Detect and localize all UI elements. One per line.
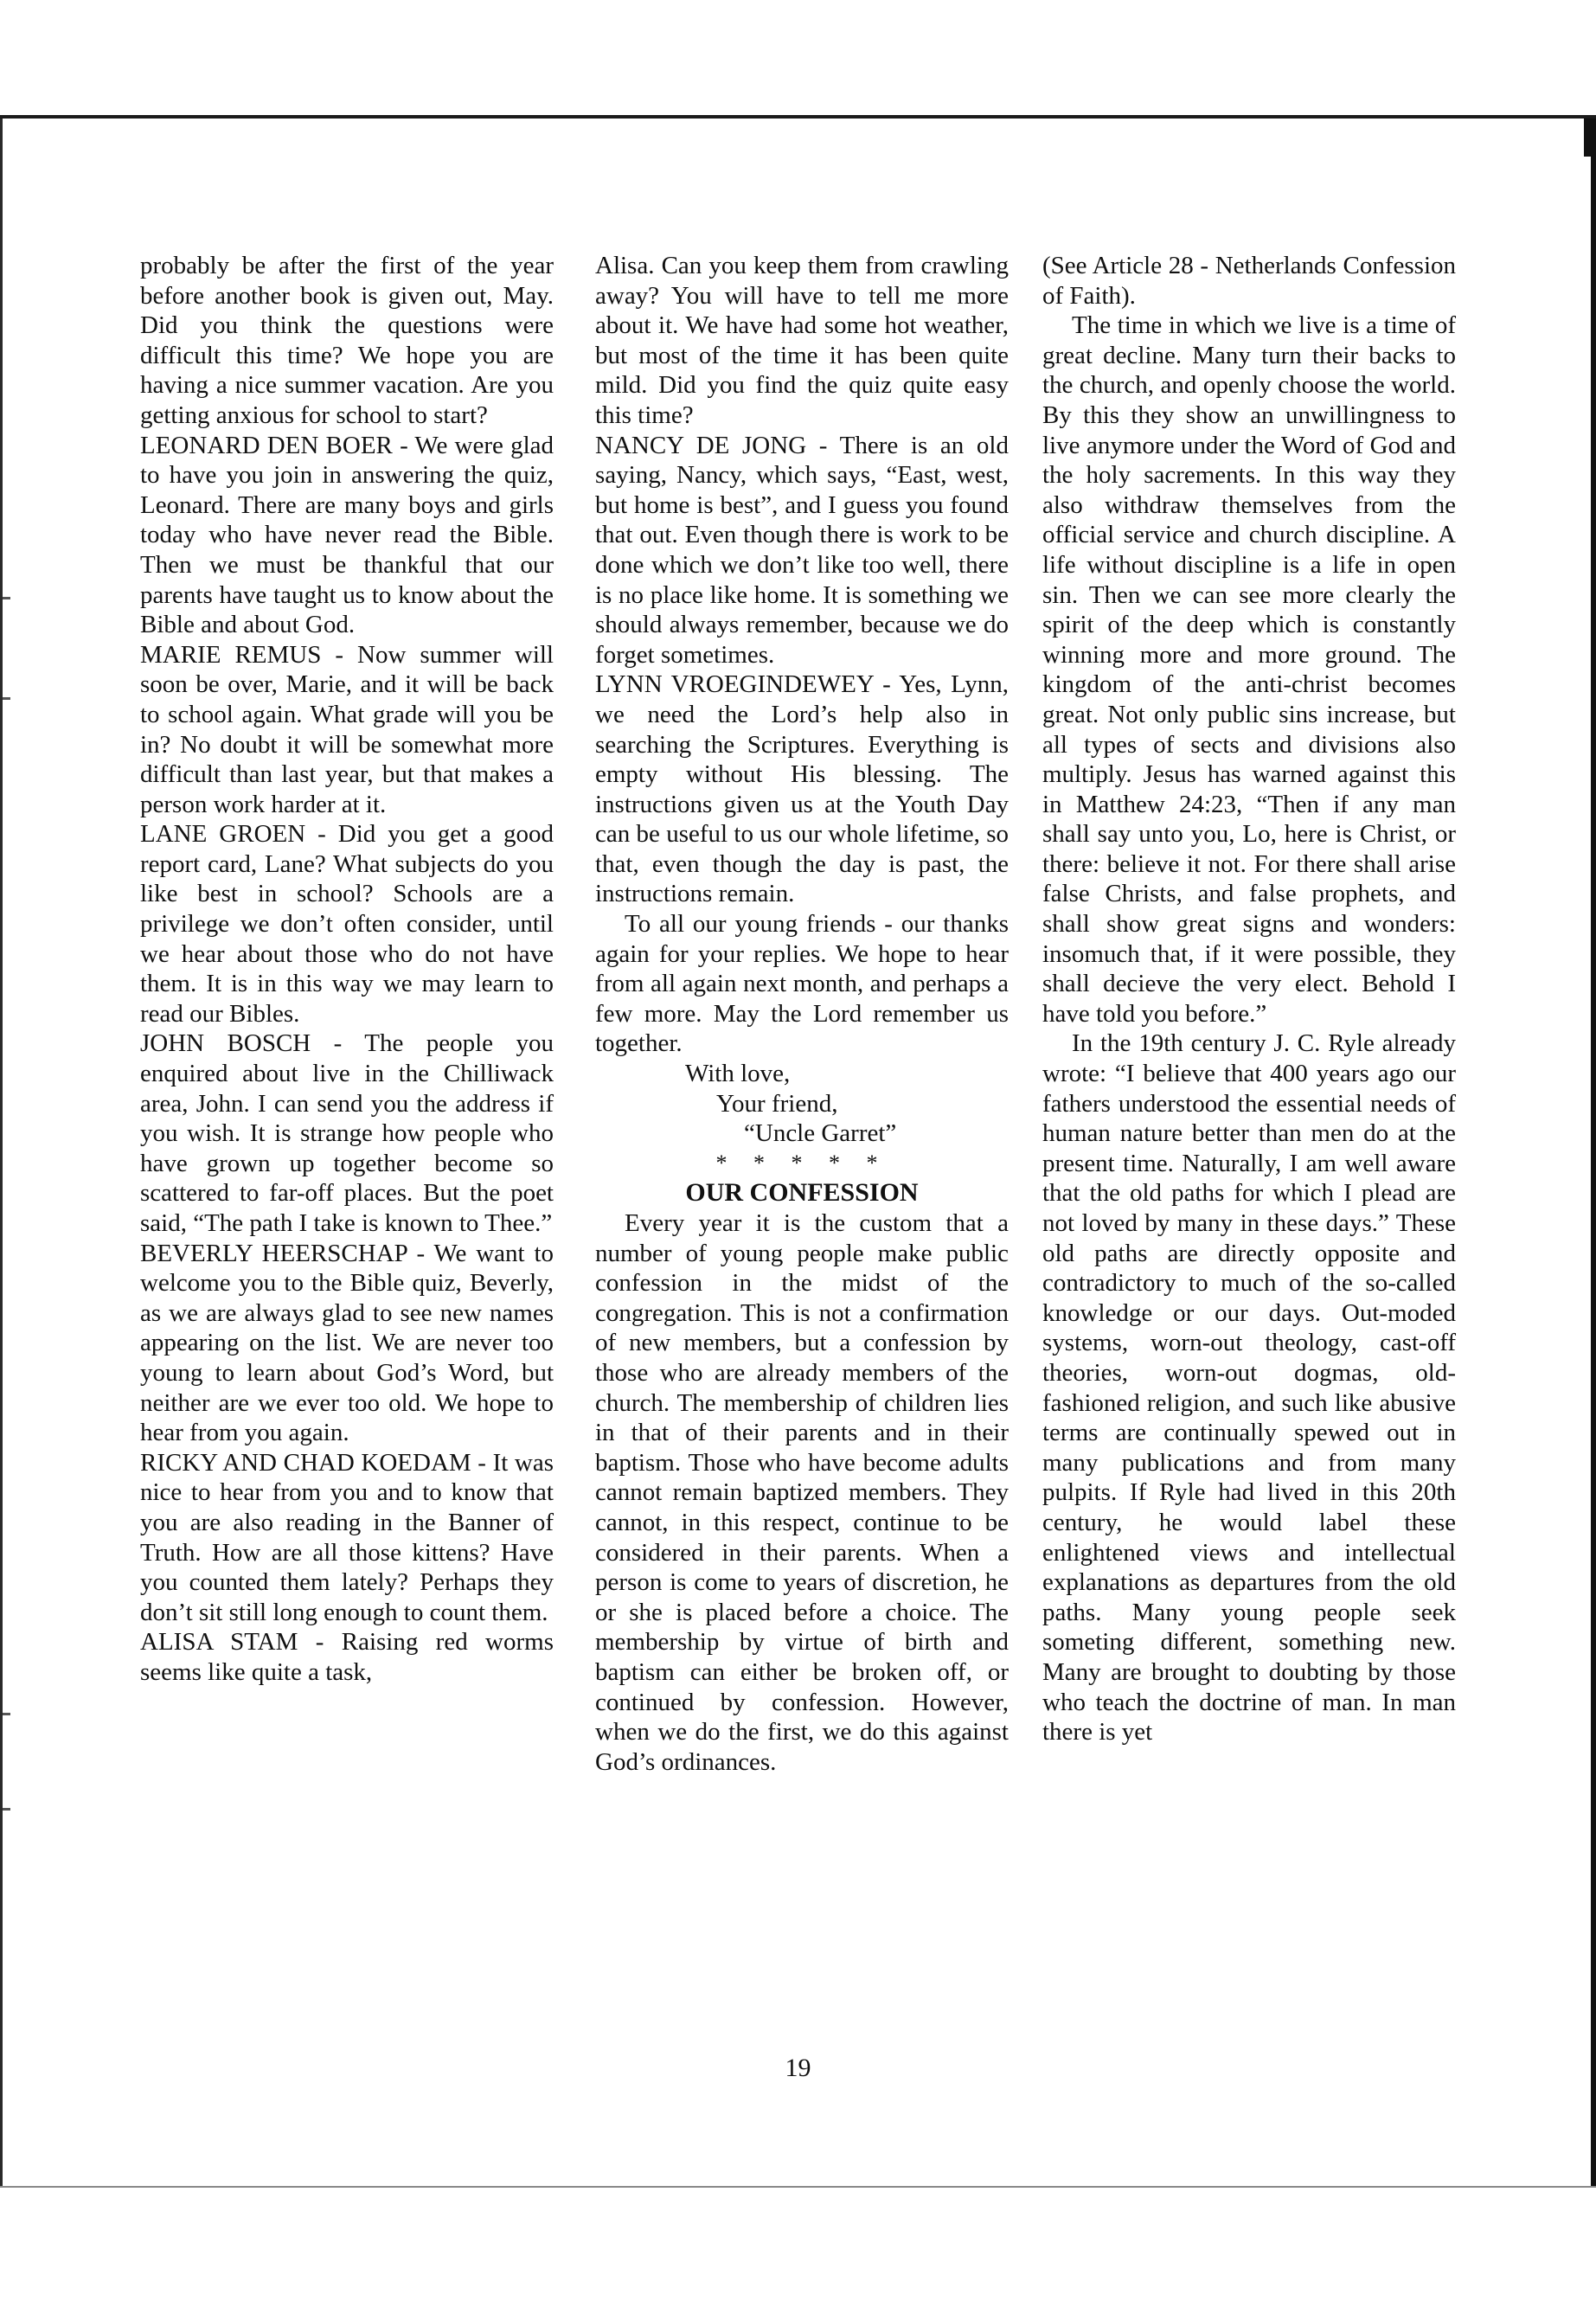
binding-mark (3, 1808, 10, 1811)
binding-mark (3, 1713, 10, 1715)
letter-paragraph: probably be after the first of the year before another book is given out, May. Did you think the questions were difficult this time? We hope you are having a nice summer vacation. Are you getting anxious for school to start? (140, 252, 554, 429)
text-column-left (140, 251, 554, 1688)
letter-paragraph: LYNN VROEGINDEWEY - Yes, Lynn, we need the Lord’s help also in searching the Scriptures. Everything is empty without His blessing. The instructions given us at the Youth Day can be useful to us our whole lifetime, so that, even though the day is past, the instructions remain. (595, 670, 1009, 908)
letter-paragraph: MARIE REMUS - Now summer will soon be over, Marie, and it will be back to school again. What grade will you be in? No doubt it will be somewhat more difficult than last year, but that makes a person work harder at it. (140, 640, 554, 818)
page-top-border (0, 115, 1596, 119)
section-separator: * * * * * (715, 1150, 888, 1176)
binding-mark (3, 697, 10, 700)
article-paragraph: Every year it is the custom that a number of young people make public confession in the midst of the congregation. This is not a confirmation of new members, but a confession by those who are already members of the church. The membership of children lies in that of their parents and in their baptism. Those who have become adults cannot remain baptized members. They cannot, in this respect, continue to be considered in their parents. When a person is come to years of discretion, he or she is placed before a choice. The membership by virtue of birth and baptism can either be broken off, or continued by confession. However, when we do the first, we do this against God’s ordinances. (595, 1209, 1009, 1776)
article-paragraph: In the 19th century J. C. Ryle already wrote: “I believe that 400 years ago our fathers understood the essential needs of human nature better than men do at the present time. Naturally, I am well aware that the old paths for which I plead are not loved by many in these days.” These old paths are directly opposite and contradictory to much of the so-called knowledge or our days. Out-moded systems, worn-out theology, cast-off theories, worn-out dogmas, old-fashioned religion, and such like abusive terms are continually spewed out in many publications and from many pulpits. If Ryle had lived in this 20th century, he would label these enlightened views and intellectual explanations as departures from the old paths. Many young people seek someting different, something new. Many are brought to doubting by those who teach the doctrine of man. In man there is yet (1042, 1029, 1456, 1747)
letter-paragraph: RICKY AND CHAD KOEDAM - It was nice to hear from you and to know that you are also reading in the Banner of Truth. How are all those kittens? Have you counted them lately? Perhaps they don’t sit still long enough to count them. (140, 1448, 554, 1626)
closing-paragraph: To all our young friends - our thanks again for your replies. We hope to hear from all again next month, and perhaps a few more. May the Lord remember us together. (595, 910, 1009, 1058)
page-corner-mark (1584, 119, 1596, 157)
article-heading: OUR CONFESSION (685, 1178, 919, 1208)
page-left-edge (0, 119, 3, 2186)
text-column-right (1042, 251, 1456, 1747)
letter-paragraph: BEVERLY HEERSCHAP - We want to welcome you to the Bible quiz, Beverly, as we are always glad to see new names appearing on the list. We are never too young to learn about God’s Word, but neither are we ever too old. We hope to hear from you again. (140, 1239, 554, 1447)
letter-paragraph: Alisa. Can you keep them from crawling away? You will have to tell me more about it. We have had some hot weather, but most of the time it has been quite mild. Did you find the quiz quite easy this time? (595, 252, 1009, 429)
binding-mark (3, 597, 10, 599)
letter-paragraph: LANE GROEN - Did you get a good report card, Lane? What subjects do you like best in school? Schools are a privilege we don’t often consider, until we hear about those who do not have them. It is in this way we may learn to read our Bibles. (140, 820, 554, 1028)
article-paragraph: The time in which we live is a time of great decline. Many turn their backs to the church, and openly choose the world. By this they show an unwillingness to live anymore under the Word of God and the holy sacrements. In this way they also withdraw themselves from the official service and church discipline. A life without discipline is a life in open sin. Then we can see more clearly the spirit of the deep which is constantly winning more and more ground. The kingdom of the anti-christ becomes great. Not only public sins increase, but all types of sects and divisions also multiply. Jesus has warned against this in Matthew 24:23, “Then if any man shall say unto you, Lo, here is Christ, or there: believe it not. For there shall arise false Christs, and false prophets, and shall show great signs and wonders: insomuch that, if it were possible, they shall decieve the very elect. Behold I have told you before.” (1042, 311, 1456, 1028)
text-column-middle (595, 251, 1009, 1777)
letter-paragraph: NANCY DE JONG - There is an old saying, Nancy, which says, “East, west, but home is best”, and I guess you found that out. Even though there is work to be done which we don’t like too well, there is no place like home. It is something we should always remember, because we do forget sometimes. (595, 431, 1009, 669)
letter-paragraph: JOHN BOSCH - The people you enquired about live in the Chilliwack area, John. I can send you the address if you wish. It is strange how people who have grown up together become so scattered to far-off places. But the poet said, “The path I take is known to Thee.” (140, 1029, 554, 1237)
signature-name: “Uncle Garret” (744, 1119, 897, 1148)
article-paragraph: (See Article 28 - Netherlands Confession of Faith). (1042, 252, 1456, 310)
page-bottom-edge (0, 2186, 1596, 2188)
letter-paragraph: LEONARD DEN BOER - We were glad to have you join in answering the quiz, Leonard. There are many boys and girls today who have never read the Bible. Then we must be thankful that our parents have taught us to know about the Bible and about God. (140, 431, 554, 639)
page-right-edge (1591, 119, 1596, 2186)
letter-paragraph: ALISA STAM - Raising red worms seems like quite a task, (140, 1628, 554, 1686)
signature-friend: Your friend, (716, 1089, 838, 1118)
signature-greeting: With love, (685, 1060, 791, 1088)
page-number: 19 (785, 2054, 811, 2082)
